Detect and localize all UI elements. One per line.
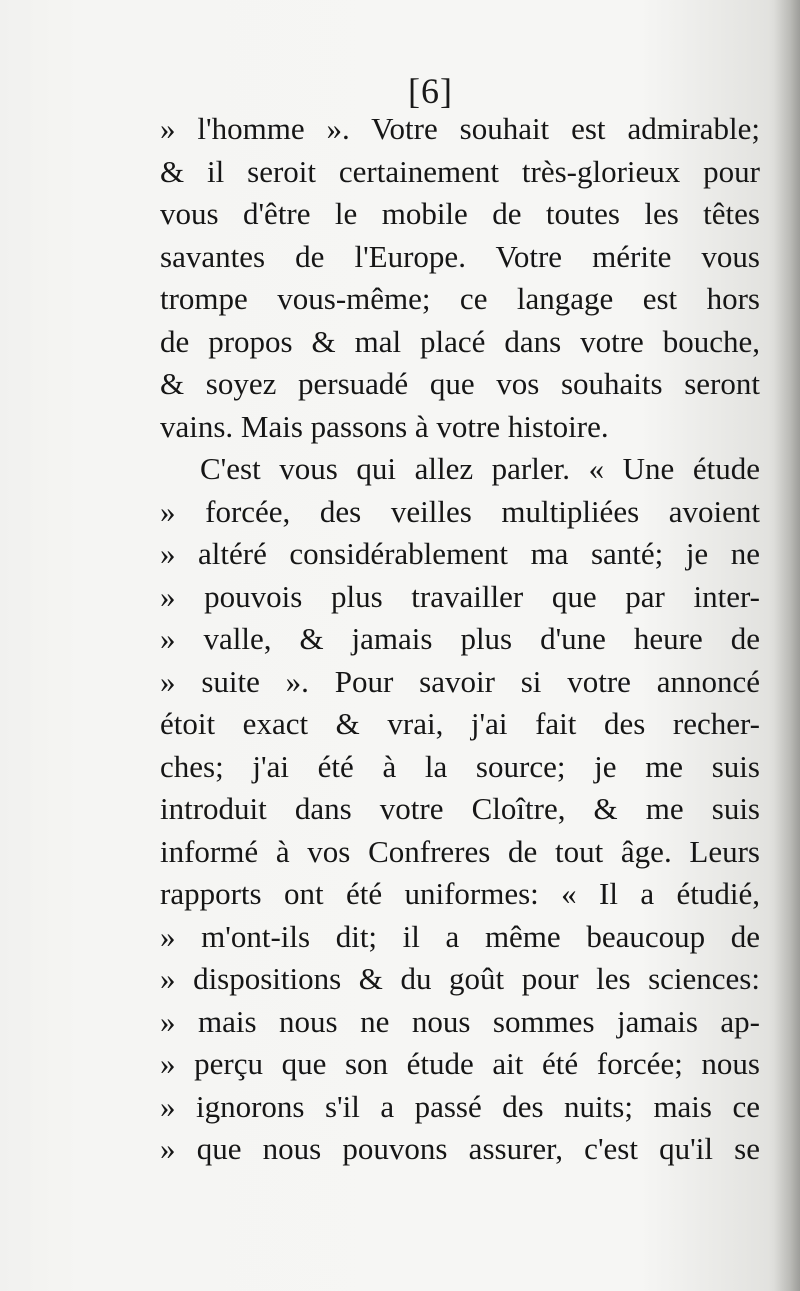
- text-line-19: rapports ont été uniformes: « Il a étudié,: [160, 876, 760, 911]
- text-line-6: de propos & mal placé dans votre bouche,: [160, 323, 760, 359]
- text-line-22: » mais nous ne nous sommes jamais ap-: [160, 1003, 760, 1039]
- page-number: [6]: [408, 71, 453, 111]
- text-line-16: ches; j'ai été à la source; je me suis: [160, 748, 760, 784]
- text-line-2: & il seroit certainement très-glorieux pour: [160, 153, 760, 189]
- text-line-3: vous d'être le mobile de toutes les têtes: [160, 196, 760, 231]
- text-line-9: C'est vous qui allez parler. « Une étude: [200, 451, 760, 486]
- text-line-5: trompe vous-même; ce langage est hors: [160, 281, 760, 316]
- text-line-1: » l'homme ». Votre souhait est admirable;: [160, 111, 760, 146]
- text-line-10: » forcée, des veilles multipliées avoient: [160, 493, 760, 529]
- body-text: [160, 108, 760, 1171]
- text-line-24: » ignorons s'il a passé des nuits; mais ce: [160, 1088, 760, 1124]
- text-line-11: » altéré considérablement ma santé; je ne: [160, 536, 760, 571]
- page-edge-shadow: [774, 0, 800, 1291]
- text-line-15: étoit exact & vrai, j'ai fait des recher-: [160, 706, 760, 741]
- text-line-14: » suite ». Pour savoir si votre annoncé: [160, 663, 760, 699]
- text-line-4: savantes de l'Europe. Votre mérite vous: [160, 238, 760, 274]
- text-line-17: introduit dans votre Cloître, & me suis: [160, 791, 760, 826]
- text-line-21: » dispositions & du goût pour les sciences:: [160, 961, 760, 996]
- text-line-23: » perçu que son étude ait été forcée; nous: [160, 1046, 760, 1081]
- text-line-12: » pouvois plus travailler que par inter-: [160, 578, 760, 614]
- text-line-8: vains. Mais passons à votre histoire.: [160, 408, 609, 444]
- text-line-7: & soyez persuadé que vos souhaits seront: [160, 366, 760, 401]
- text-line-13: » valle, & jamais plus d'une heure de: [160, 621, 760, 656]
- text-line-18: informé à vos Confreres de tout âge. Leurs: [160, 833, 760, 869]
- text-line-25: » que nous pouvons assurer, c'est qu'il se: [160, 1131, 760, 1166]
- text-line-20: » m'ont-ils dit; il a même beaucoup de: [160, 918, 760, 954]
